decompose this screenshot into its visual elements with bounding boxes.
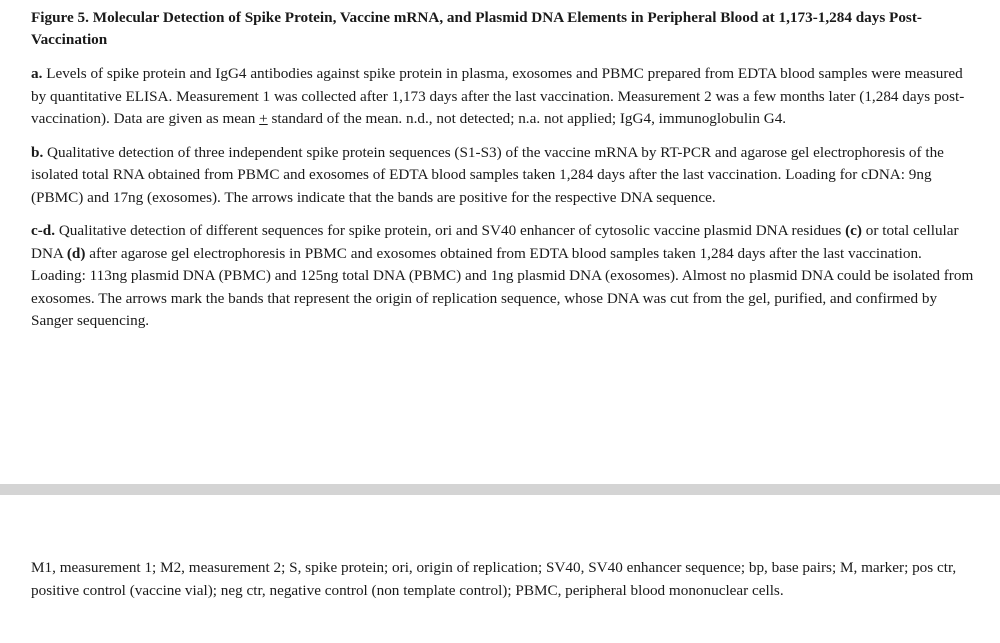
caption-panel-a	[31, 63, 976, 131]
caption-panel-cd	[31, 220, 976, 333]
panel-d-ref: (d)	[66, 244, 86, 262]
panel-cd-text-1: Qualitative detection of different sequences for spike protein, ori and SV40 enhancer of cytosolic vaccine plasmid DNA residues	[55, 222, 846, 239]
plus-minus-symbol: +	[259, 110, 268, 127]
panel-a-label: a.	[31, 65, 43, 82]
panel-cd-text-2: or total cellular DNA	[31, 222, 959, 262]
abbreviations-footnote: M1, measurement 1; M2, measurement 2; S, spike protein; ori, origin of replication; SV40, SV40 enhancer sequence; bp, base pairs; M, marker; pos ctr, positive control (vaccine vial); neg ctr, negative control (non template control); PBMC, peripheral blood mononuclear cells.	[31, 559, 957, 599]
panel-b-label: b.	[31, 143, 44, 161]
panel-b-text: Qualitative detection of three independent spike protein sequences (S1-S3) of the vaccine mRNA by RT-PCR and agarose gel electrophoresis of the isolated total RNA obtained from PBMC and exosomes of EDTA blood samples taken 1,284 days after the last vaccination. Loading for cDNA: 9ng (PBMC) and 17ng (exosomes). The arrows indicate that the bands are positive for the respective DNA sequence.	[31, 143, 944, 206]
panel-a-text-2: standard of the mean. n.d., not detected; n.a. not applied; IgG4, immunoglobulin G4.	[267, 110, 787, 127]
section-divider	[0, 484, 1000, 495]
caption-panel-b	[31, 142, 976, 210]
figure-title: Figure 5. Molecular Detection of Spike Protein, Vaccine mRNA, and Plasmid DNA Elements in Peripheral Blood at 1,173-1,284 days Post-Vaccination	[31, 9, 922, 48]
panel-a-text-1: Levels of spike protein and IgG4 antibodies against spike protein in plasma, exosomes and PBMC prepared from EDTA blood samples were measured by quantitative ELISA. Measurement 1 was collected after 1,173 days after the last vaccination. Measurement 2 was a few months later (1,284 days post-vaccination). Data are given as mean	[31, 65, 965, 127]
panel-cd-text-3: after agarose gel electrophoresis in PBMC and exosomes obtained from EDTA blood samples taken 1,284 days after the last vaccination. Loading: 113ng plasmid DNA (PBMC) and 125ng total DNA (PBMC) and 1ng plasmid DNA (exosomes). Almost no plasmid DNA could be isolated from exosomes. The arrows mark the bands that represent the origin of replication sequence, whose DNA was cut from the gel, purified, and confirmed by Sanger sequencing.	[31, 244, 974, 329]
panel-cd-label: c-d.	[31, 222, 56, 239]
figure-caption	[31, 7, 976, 344]
panel-c-ref: (c)	[845, 222, 862, 239]
